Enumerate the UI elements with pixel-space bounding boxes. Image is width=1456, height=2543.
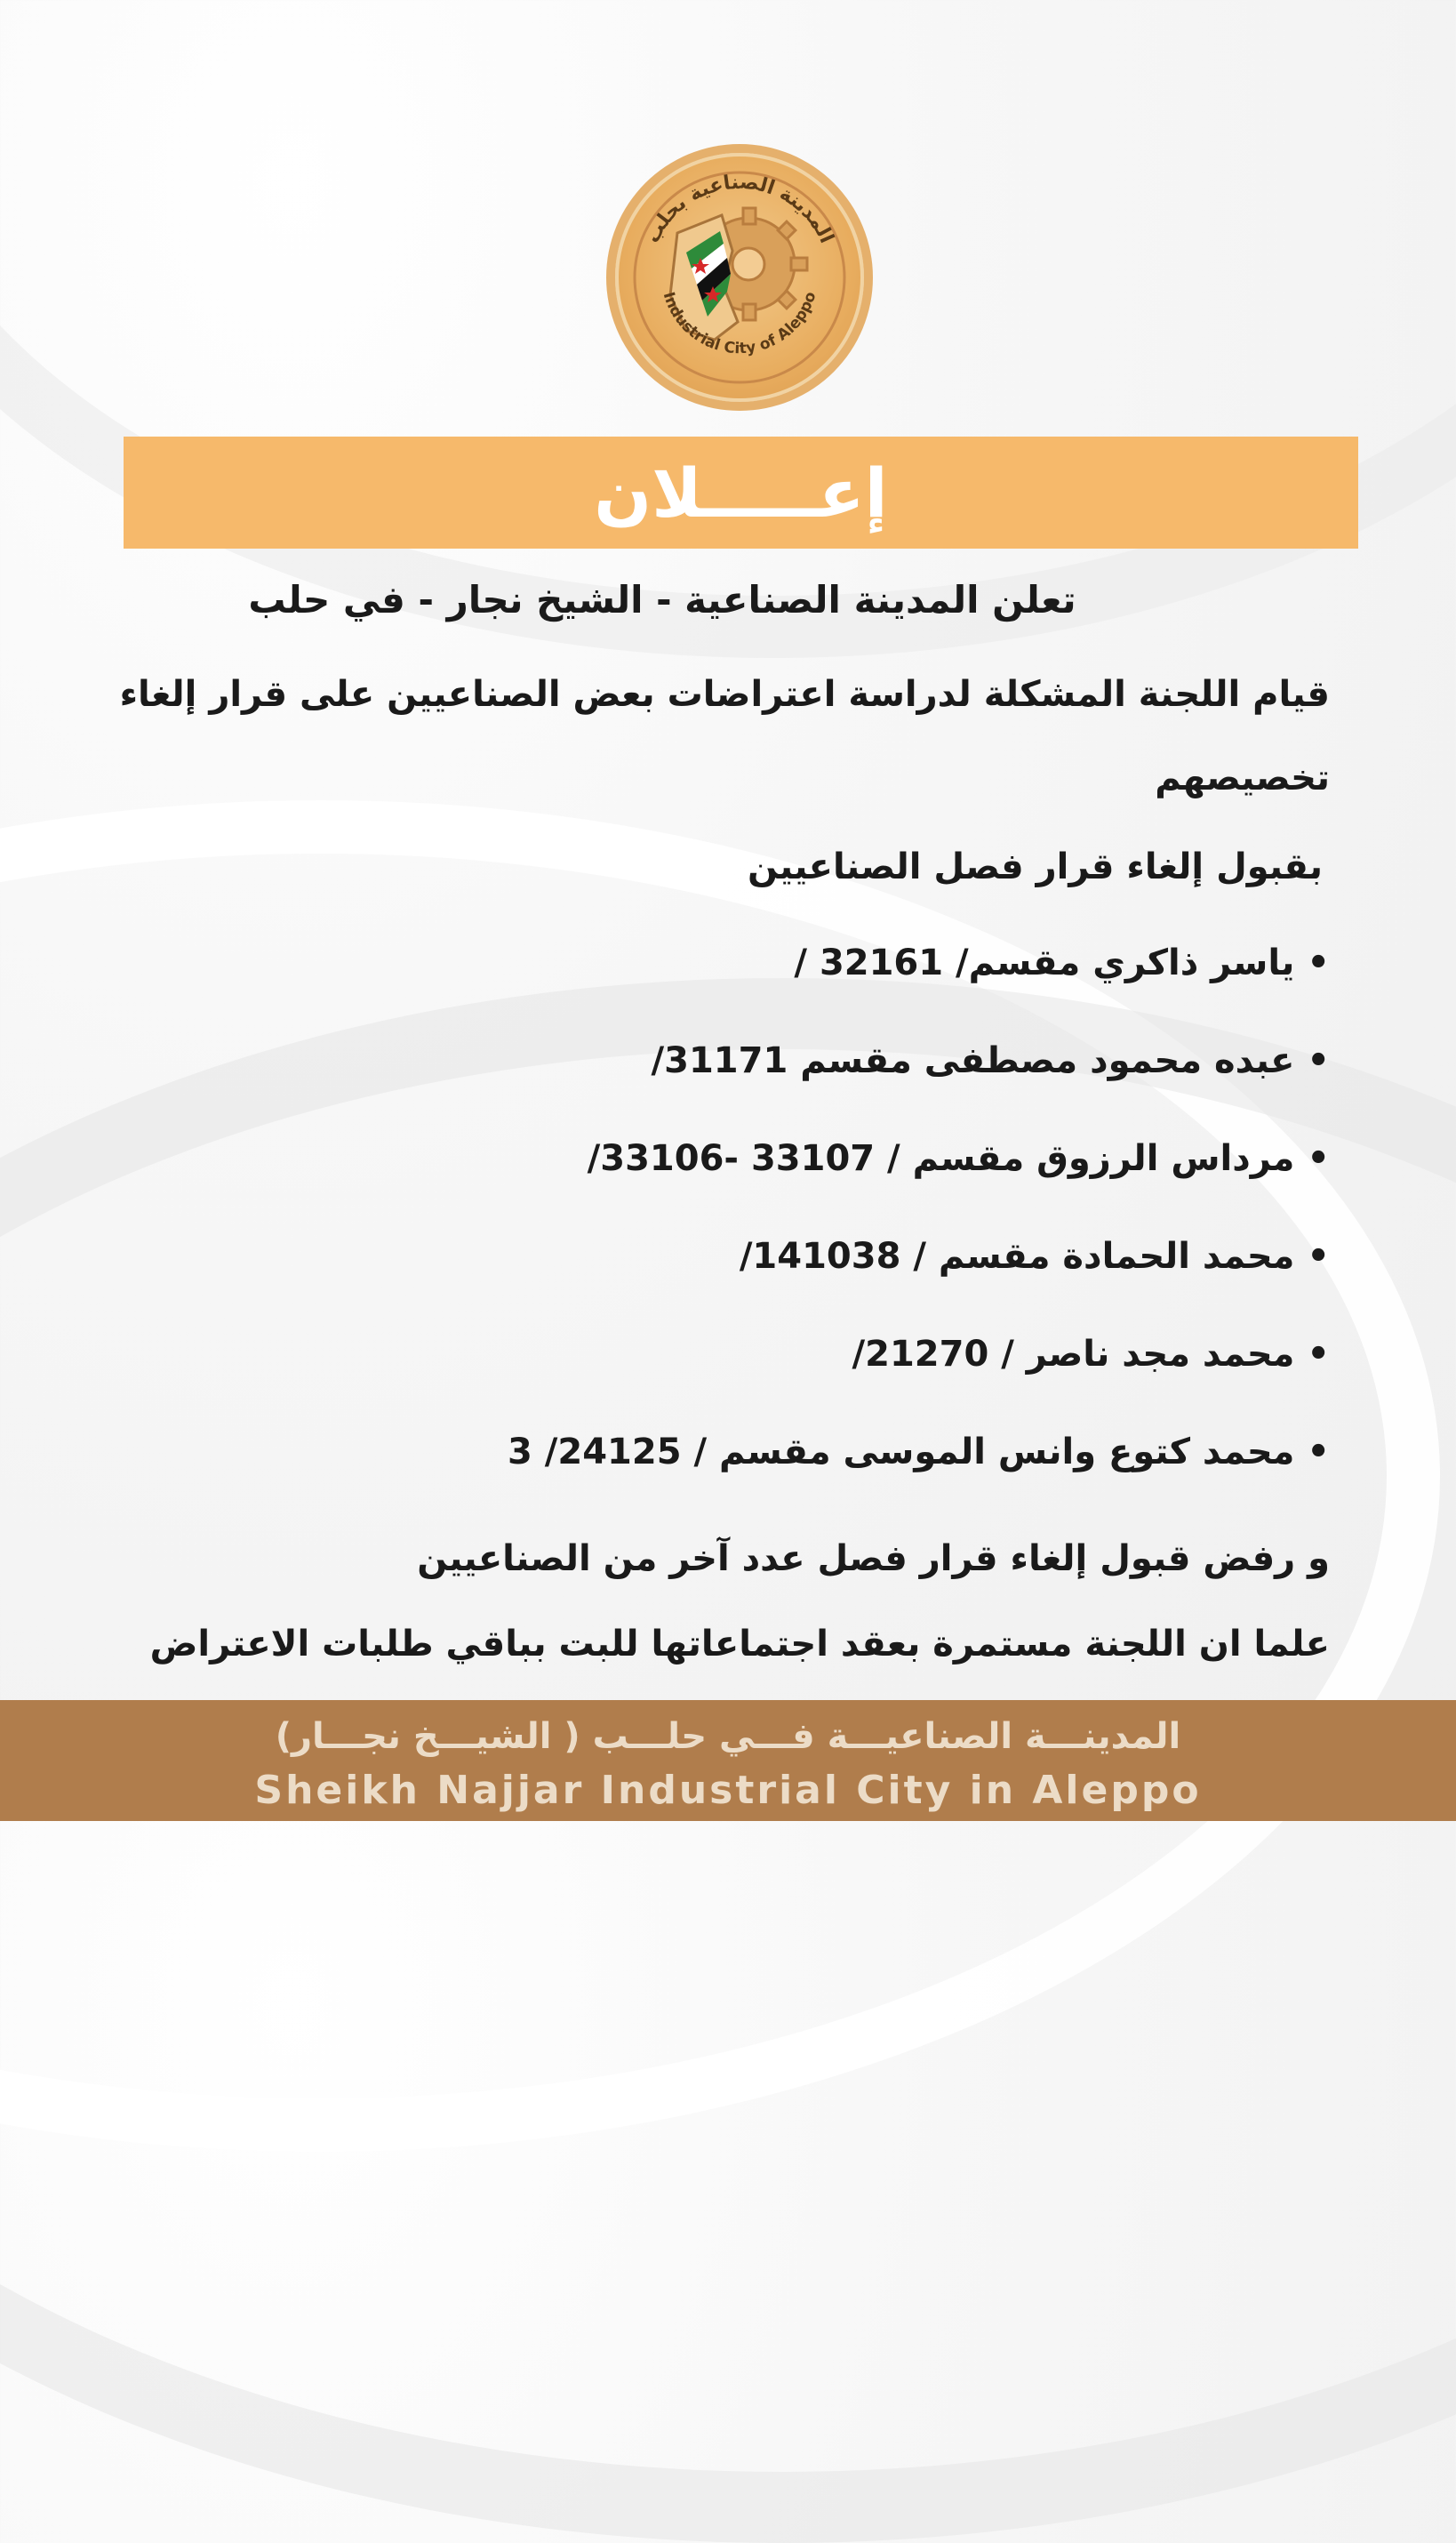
bullet-icon: • xyxy=(1307,1040,1330,1081)
list-item xyxy=(508,938,1330,1036)
footer-arabic-name: المدينـــة الصناعيـــة فـــي حلـــب ( الشيـــخ نجـــار) xyxy=(275,1716,1181,1757)
footer xyxy=(0,1700,1456,1821)
list-item-text: ياسر ذاكري مقسم/ 32161 / xyxy=(794,943,1295,983)
logo-english-text: Industrial City of Aleppo xyxy=(659,289,820,358)
paragraph-acceptance: بقبول إلغاء قرار فصل الصناعيين xyxy=(748,846,1323,887)
list-item xyxy=(508,1134,1330,1231)
announcement-subtitle: تعلن المدينة الصناعية - الشيخ نجار - في حلب xyxy=(248,578,1076,622)
paragraph-committee-line1: قيام اللجنة المشكلة لدراسة اعتراضات بعض الصناعيين على قرار إلغاء xyxy=(119,674,1330,715)
list-item xyxy=(508,1231,1330,1329)
list-item-text: مرداس الرزوق مقسم / 33107 -33106/ xyxy=(587,1138,1295,1179)
industrial-city-logo xyxy=(615,153,864,402)
list-item xyxy=(508,1036,1330,1134)
logo-arabic-text: المدينة الصناعية بحلب xyxy=(641,171,838,247)
bullet-icon: • xyxy=(1307,1334,1330,1375)
banner-title: إعـــــلان xyxy=(594,453,888,533)
list-item xyxy=(508,1427,1330,1525)
list-item-text: عبده محمود مصطفى مقسم 31171/ xyxy=(651,1040,1295,1081)
paragraph-rejection: و رفض قبول إلغاء قرار فصل عدد آخر من الصناعيين xyxy=(417,1538,1330,1579)
bullet-icon: • xyxy=(1307,943,1330,983)
bullet-icon: • xyxy=(1307,1432,1330,1472)
list-item xyxy=(508,1329,1330,1427)
bullet-icon: • xyxy=(1307,1138,1330,1179)
bullet-icon: • xyxy=(1307,1236,1330,1277)
list-item-text: محمد مجد ناصر / 21270/ xyxy=(852,1334,1295,1375)
logo-emblem xyxy=(615,153,864,402)
paragraph-committee-line2: تخصيصهم xyxy=(1155,758,1330,798)
list-item-text: محمد الحمادة مقسم / 141038/ xyxy=(739,1236,1295,1277)
footer-english-name: Sheikh Najjar Industrial City in Aleppo xyxy=(254,1768,1202,1813)
announcement-banner xyxy=(124,437,1358,549)
list-item-text: محمد كتوع وانس الموسى مقسم / 24125/ 3 xyxy=(507,1432,1295,1472)
paragraph-note: علما ان اللجنة مستمرة بعقد اجتماعاتها للبت بباقي طلبات الاعتراض xyxy=(149,1624,1330,1665)
industrialists-list xyxy=(508,938,1330,1525)
